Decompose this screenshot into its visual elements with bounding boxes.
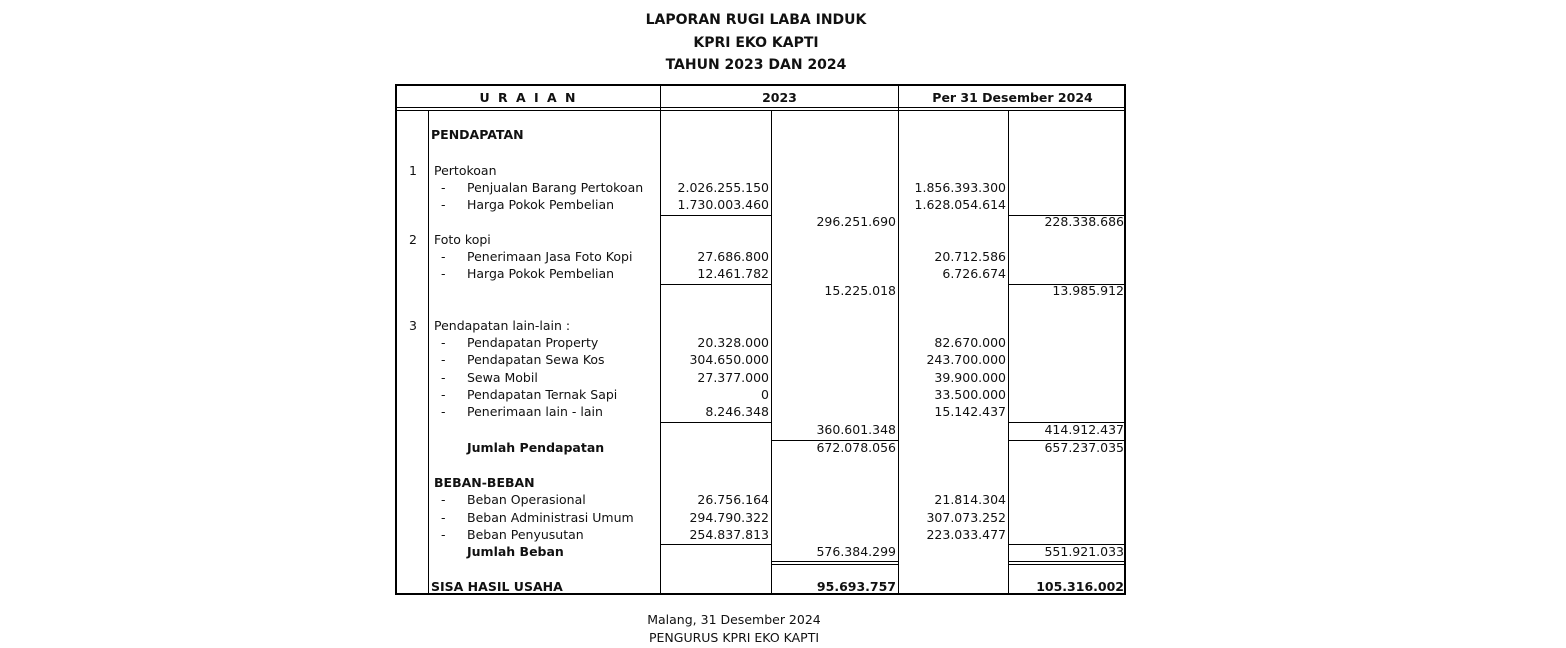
row-label: Penjualan Barang Pertokoan: [467, 180, 644, 195]
col-divider-2023: [771, 110, 772, 593]
value-2024-detail: 6.726.674: [942, 266, 1006, 281]
value-2024-detail: 21.814.304: [934, 492, 1006, 507]
row-number: 3: [409, 318, 417, 333]
row-dash: -: [441, 370, 446, 385]
subtotal-line: [1009, 544, 1126, 545]
value-2024-detail: 82.670.000: [934, 335, 1006, 350]
value-2024-total: 551.921.033: [1044, 544, 1124, 559]
total-line: [772, 440, 898, 441]
subtotal-line: [1009, 422, 1126, 423]
subtotal-line: [1009, 284, 1126, 285]
value-2023-detail: 27.377.000: [697, 370, 769, 385]
row-label: Pendapatan Sewa Kos: [467, 352, 605, 367]
header-line-2: [397, 110, 1124, 111]
value-2023-detail: 2.026.255.150: [677, 180, 769, 195]
row-label: Sewa Mobil: [467, 370, 538, 385]
value-2024-detail: 223.033.477: [926, 527, 1006, 542]
report-period: TAHUN 2023 DAN 2024: [665, 57, 847, 73]
row-dash: -: [441, 527, 446, 542]
subtotal-line: [661, 422, 771, 423]
row-dash: -: [441, 249, 446, 264]
row-label: Penerimaan Jasa Foto Kopi: [467, 249, 633, 264]
value-2024-detail: 33.500.000: [934, 387, 1006, 402]
col-divider-2024: [1008, 110, 1009, 593]
header-line: [397, 107, 1124, 108]
row-dash: -: [441, 352, 446, 367]
subtotal-line: [661, 284, 771, 285]
row-label: Harga Pokok Pembelian: [467, 197, 615, 212]
value-2023-detail: 304.650.000: [689, 352, 769, 367]
header-2024: Per 31 Desember 2024: [932, 90, 1093, 105]
row-number: 2: [409, 232, 417, 247]
row-label: Pertokoan: [434, 163, 497, 178]
row-dash: -: [441, 492, 446, 507]
row-label: Harga Pokok Pembelian: [467, 266, 615, 281]
value-2024-detail: 15.142.437: [934, 404, 1006, 419]
value-2023-detail: 254.837.813: [689, 527, 769, 542]
place-date: Malang, 31 Desember 2024: [647, 612, 821, 627]
value-2023-total: 360.601.348: [816, 422, 896, 437]
row-label: Pendapatan Property: [467, 335, 599, 350]
signatory: PENGURUS KPRI EKO KAPTI: [648, 630, 820, 645]
value-2023-total: 576.384.299: [816, 544, 896, 559]
value-2024-detail: 39.900.000: [934, 370, 1006, 385]
value-2023-detail: 27.686.800: [697, 249, 769, 264]
value-2024-total: 414.912.437: [1044, 422, 1124, 437]
value-2024-total: 228.338.686: [1044, 214, 1124, 229]
value-2023-detail: 8.246.348: [705, 404, 769, 419]
subtotal-line: [661, 215, 771, 216]
row-label: Foto kopi: [434, 232, 491, 247]
row-label: Beban Administrasi Umum: [467, 510, 634, 525]
row-label: Beban Penyusutan: [467, 527, 584, 542]
row-label: Beban Operasional: [467, 492, 586, 507]
subtotal-line: [661, 544, 771, 545]
row-dash: -: [441, 387, 446, 402]
header-uraian: U R A I A N: [479, 90, 578, 105]
total-line: [1009, 440, 1126, 441]
organization-name: KPRI EKO KAPTI: [693, 35, 819, 51]
row-dash: -: [441, 266, 446, 281]
row-label: PENDAPATAN: [431, 127, 524, 142]
value-2023-detail: 26.756.164: [697, 492, 769, 507]
row-dash: -: [441, 197, 446, 212]
header-2023: 2023: [762, 90, 797, 105]
row-dash: -: [441, 404, 446, 419]
value-2024-total: 105.316.002: [1036, 579, 1124, 594]
subtotal-line: [1009, 215, 1126, 216]
value-2023-detail: 20.328.000: [697, 335, 769, 350]
value-2023-detail: 294.790.322: [689, 510, 769, 525]
row-label: Jumlah Beban: [467, 544, 564, 559]
total-line-2: [1009, 564, 1126, 565]
row-dash: -: [441, 180, 446, 195]
value-2024-detail: 1.628.054.614: [914, 197, 1006, 212]
total-line-2: [772, 564, 898, 565]
row-label: Penerimaan lain - lain: [467, 404, 603, 419]
col-divider-number: [428, 110, 429, 593]
value-2023-total: 15.225.018: [824, 283, 896, 298]
row-number: 1: [409, 163, 417, 178]
value-2023-total: 95.693.757: [816, 579, 896, 594]
row-dash: -: [441, 335, 446, 350]
report-title: LAPORAN RUGI LABA INDUK: [645, 12, 867, 28]
total-line: [1009, 561, 1126, 562]
value-2024-detail: 307.073.252: [926, 510, 1006, 525]
value-2023-detail: 1.730.003.460: [677, 197, 769, 212]
value-2024-detail: 20.712.586: [934, 249, 1006, 264]
value-2024-total: 13.985.912: [1052, 283, 1124, 298]
value-2024-detail: 243.700.000: [926, 352, 1006, 367]
value-2023-detail: 12.461.782: [697, 266, 769, 281]
row-label: Pendapatan lain-lain :: [434, 318, 571, 333]
row-dash: -: [441, 510, 446, 525]
total-line: [772, 561, 898, 562]
row-label: Pendapatan Ternak Sapi: [467, 387, 618, 402]
income-statement-table: [395, 84, 1126, 595]
value-2024-total: 657.237.035: [1044, 440, 1124, 455]
row-label: Jumlah Pendapatan: [467, 440, 605, 455]
value-2023-total: 296.251.690: [816, 214, 896, 229]
value-2024-detail: 1.856.393.300: [914, 180, 1006, 195]
row-label: SISA HASIL USAHA: [431, 579, 563, 594]
row-label: BEBAN-BEBAN: [434, 475, 535, 490]
value-2023-detail: 0: [761, 387, 769, 402]
value-2023-total: 672.078.056: [816, 440, 896, 455]
